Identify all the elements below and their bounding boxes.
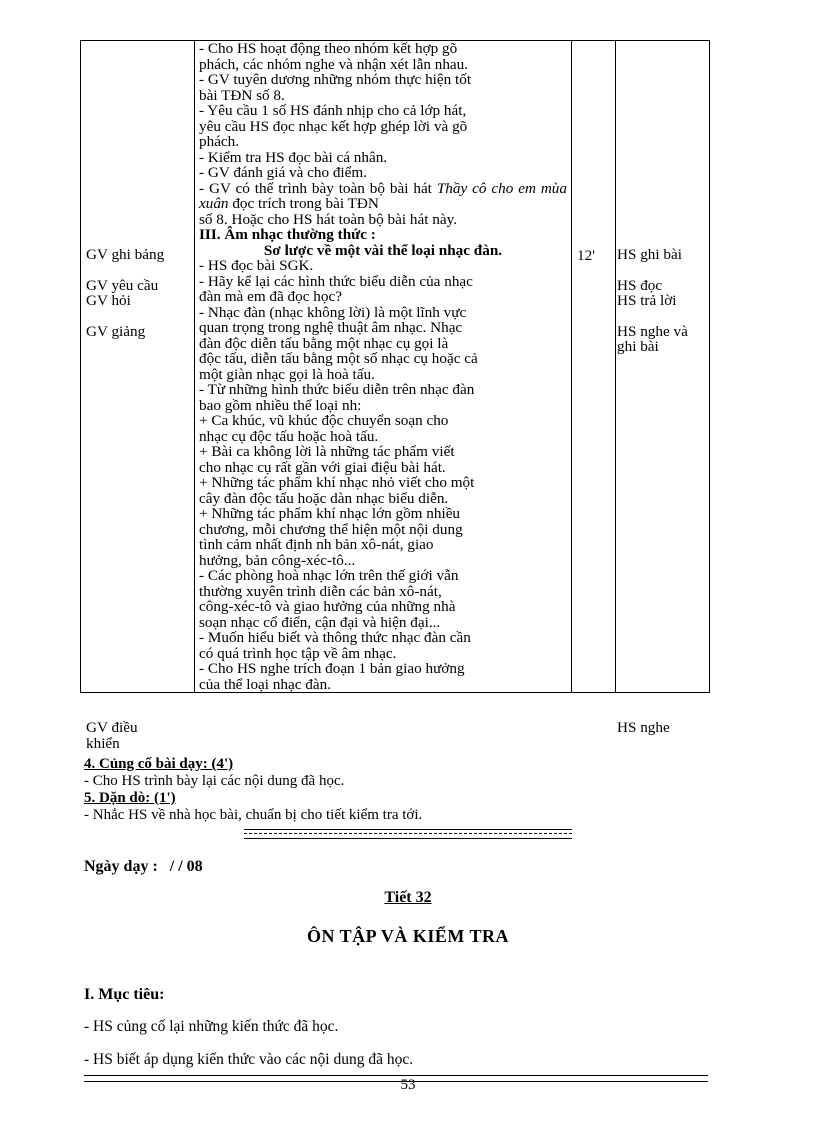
text-line: đàn mà em đã đọc học?: [199, 288, 342, 305]
role-label: GV yêu cầu: [86, 276, 159, 294]
student-label: HS trả lời: [617, 292, 677, 309]
text-line: - Nhạc đàn (nhạc không lời) là một lĩnh vực: [199, 303, 467, 321]
student-label: HS nghe và: [617, 322, 688, 340]
student-activity-column: [617, 246, 707, 736]
text-line: - GV có thể trình bày toàn bộ bài hát Thầy cô cho em mùa xuân đọc trích trong bài TĐN: [199, 179, 567, 212]
text-line: - Các phòng hoà nhạc lớn trên thế giới vẫn: [199, 567, 459, 584]
page-number: 53: [400, 1077, 416, 1093]
separator-line: [244, 829, 572, 839]
consolidate-heading: 4. Củng cố bài dạy: (4'): [84, 756, 234, 772]
consolidate-section: [84, 756, 422, 824]
role-label: GV điều khiển: [86, 719, 138, 752]
text-line: công-xéc-tô và giao hưởng của những nhà: [199, 598, 456, 615]
text-line: một giàn nhạc gọi là hoà tấu.: [199, 365, 375, 383]
text-line: phách.: [199, 133, 240, 150]
homework-text: - Nhắc HS về nhà học bài, chuẩn bị cho tiết kiểm tra tới.: [84, 807, 423, 823]
song-title: Thầy cô cho em mùa xuân: [199, 179, 567, 212]
time-value: 12': [577, 247, 595, 264]
lesson-title: ÔN TẬP VÀ KIỂM TRA: [306, 926, 510, 946]
objectives-heading: I. Mục tiêu:: [84, 986, 165, 1003]
student-label: HS đọc: [617, 276, 663, 294]
homework-heading: 5. Dặn dò: (1'): [84, 790, 176, 806]
text-line: độc tấu, diễn tấu bằng một số nhạc cụ hoặc cả: [199, 350, 478, 367]
role-label: GV giảng: [86, 322, 146, 340]
text-line: tình cảm nhất định nh bản xô-nát, giao: [199, 536, 434, 553]
text-line: - Cho HS hoạt động theo nhóm kết hợp gõ: [199, 40, 458, 57]
objective-item: - HS biết áp dụng kiến thức vào các nội dung đã học.: [84, 1051, 414, 1068]
student-label: HS ghi bài: [617, 246, 682, 263]
role-label: GV ghi bảng: [86, 246, 165, 263]
text-line: + Ca khúc, vũ khúc độc chuyển soạn cho: [199, 412, 449, 429]
table-row: [81, 41, 710, 693]
text-line: + Những tác phẩm khí nhạc nhỏ viết cho một: [199, 474, 475, 491]
text-line: - GV đánh giá và cho điểm.: [199, 164, 368, 181]
text-line: nhạc cụ độc tấu hoặc hoà tấu.: [199, 427, 379, 445]
role-label: GV hỏi: [86, 292, 131, 309]
text-line: bài TĐN số 8.: [199, 86, 285, 104]
text-line: thường xuyên trình diễn các bản xô-nát,: [199, 582, 442, 600]
text-line: có quá trình học tập về âm nhạc.: [199, 644, 397, 662]
text-line: quan trọng trong nghệ thuật âm nhạc. Nhạc: [199, 319, 463, 336]
consolidate-text: - Cho HS trình bày lại các nội dung đã học.: [84, 773, 345, 789]
text-line: soạn nhạc cổ điển, cận đại và hiện đại...: [199, 613, 441, 631]
student-activity-cell: [616, 41, 710, 693]
teacher-role-column: [86, 246, 190, 752]
text-line: - Từ những hình thức biểu diễn trên nhạc đàn: [199, 381, 475, 398]
text-line: hưởng, bản công-xéc-tô...: [199, 551, 356, 569]
objective-item: - HS củng cố lại những kiến thức đã học.: [84, 1018, 339, 1035]
text-line: của thể loại nhạc đàn.: [199, 675, 331, 693]
text-line: cây đàn độc tấu hoặc dàn nhạc biểu diễn.: [199, 489, 449, 507]
lesson-table: [80, 40, 710, 693]
text-line: - GV tuyên dương những nhóm thực hiện tốt: [199, 71, 472, 88]
text-line: - Muốn hiểu biết và thông thức nhạc đàn cần: [199, 629, 471, 646]
time-cell: [572, 41, 616, 693]
text-line: + Những tác phẩm khí nhạc lớn gồm nhiều: [199, 505, 461, 522]
text-line: yêu cầu HS đọc nhạc kết hợp ghép lời và gõ: [199, 117, 468, 135]
text-line: - HS đọc bài SGK.: [199, 257, 314, 274]
text-line: phách, các nhóm nghe và nhận xét lẫn nhau.: [199, 55, 469, 73]
student-label: HS nghe: [617, 719, 670, 736]
section-subheading: Sơ lược về một vài thể loại nhạc đàn.: [263, 241, 503, 259]
text-line: bao gồm nhiều thể loại nh:: [199, 396, 362, 414]
text-line: số 8. Hoặc cho HS hát toàn bộ bài hát này.: [199, 210, 457, 228]
activity-cell: [195, 41, 572, 693]
teacher-role-cell: [81, 41, 195, 693]
text-line: đàn độc diễn tấu bằng một nhạc cụ gọi là: [199, 334, 449, 352]
text-line: cho nhạc cụ rất gần với giai điệu bài hát.: [199, 458, 446, 476]
text-line: - Yêu cầu 1 số HS đánh nhịp cho cả lớp hát,: [199, 102, 467, 119]
period-label: Tiết 32: [384, 889, 432, 906]
text-line: - Cho HS nghe trích đoạn 1 bản giao hưởng: [199, 660, 465, 677]
section-heading: III. Âm nhạc thường thức :: [199, 226, 376, 243]
student-label: ghi bài: [617, 338, 659, 355]
text-line: chương, mỗi chương thể hiện một nội dung: [199, 520, 463, 538]
text-line: - Kiểm tra HS đọc bài cá nhân.: [199, 148, 388, 166]
text-line: + Bài ca không lời là những tác phẩm viết: [199, 443, 455, 460]
teaching-date: Ngày dạy : / / 08: [84, 858, 203, 875]
text-line: - Hãy kể lại các hình thức biểu diễn của nhạc: [199, 272, 473, 290]
